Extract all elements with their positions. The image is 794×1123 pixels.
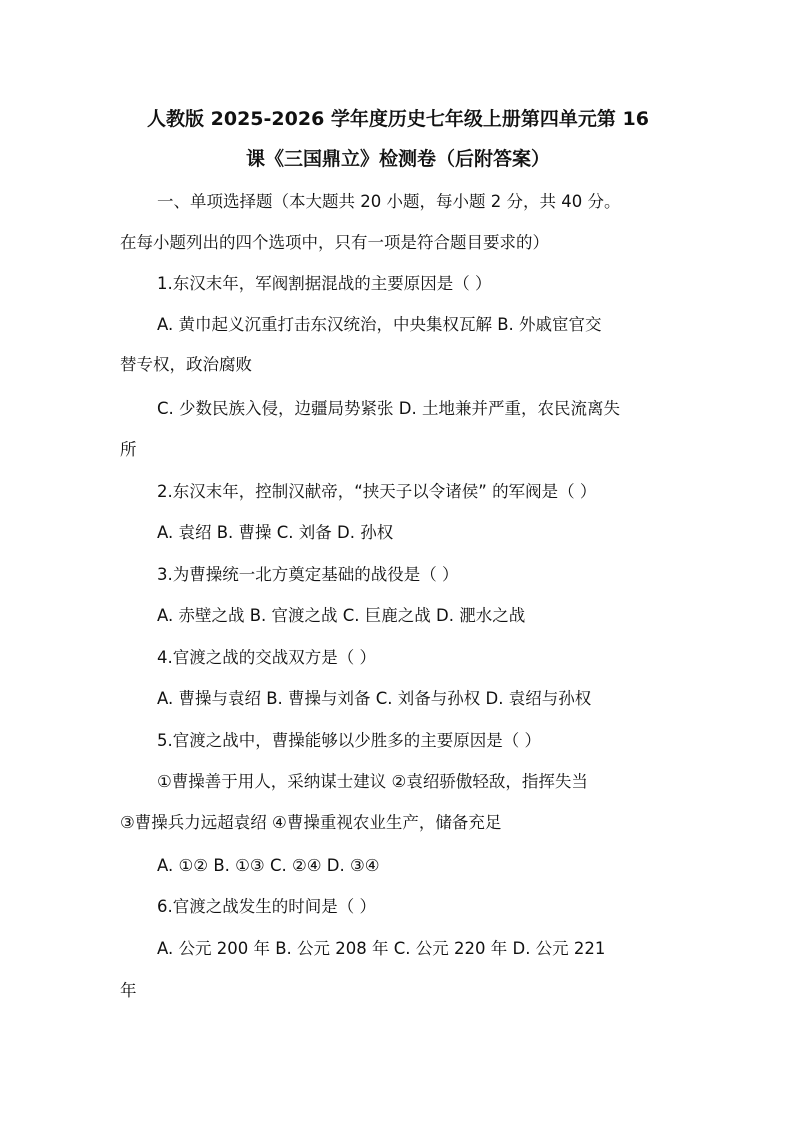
question-6-stem: 6.官渡之战发生的时间是（ ） xyxy=(157,897,376,916)
question-1-options-line-4: 所 xyxy=(120,440,137,459)
document-title-line-2: 课《三国鼎立》检测卷（后附答案） xyxy=(245,148,550,170)
question-1-options-line-2: 替专权，政治腐败 xyxy=(120,355,252,374)
question-5-options: A. ①② B. ①③ C. ②④ D. ③④ xyxy=(157,856,380,875)
question-2-options: A. 袁绍 B. 曹操 C. 刘备 D. 孙权 xyxy=(157,523,394,542)
question-5-stem: 5.官渡之战中，曹操能够以少胜多的主要原因是（ ） xyxy=(157,731,541,750)
question-6-options-line-1: A. 公元 200 年 B. 公元 208 年 C. 公元 220 年 D. 公元 221 xyxy=(157,939,606,958)
section-heading-line-1: 一、单项选择题（本大题共 20 小题，每小题 2 分，共 40 分。 xyxy=(157,192,621,211)
question-5-statements-line-1: ①曹操善于用人，采纳谋士建议 ②袁绍骄傲轻敌，指挥失当 xyxy=(157,772,588,791)
question-4-options: A. 曹操与袁绍 B. 曹操与刘备 C. 刘备与孙权 D. 袁绍与孙权 xyxy=(157,689,592,708)
question-1-options-line-1: A. 黄巾起义沉重打击东汉统治，中央集权瓦解 B. 外戚宦官交 xyxy=(157,315,602,334)
question-5-statements-line-2: ③曹操兵力远超袁绍 ④曹操重视农业生产，储备充足 xyxy=(120,813,502,832)
question-1-options-line-3: C. 少数民族入侵，边疆局势紧张 D. 土地兼并严重，农民流离失 xyxy=(157,399,620,418)
question-6-options-line-2: 年 xyxy=(120,981,137,1000)
question-4-stem: 4.官渡之战的交战双方是（ ） xyxy=(157,648,376,667)
question-3-options: A. 赤壁之战 B. 官渡之战 C. 巨鹿之战 D. 淝水之战 xyxy=(157,606,526,625)
question-2-stem: 2.东汉末年，控制汉献帝，“挟天子以令诸侯” 的军阀是（ ） xyxy=(157,482,597,501)
section-heading-line-2: 在每小题列出的四个选项中，只有一项是符合题目要求的） xyxy=(120,233,549,252)
question-3-stem: 3.为曹操统一北方奠定基础的战役是（ ） xyxy=(157,565,459,584)
document-title-line-1: 人教版 2025-2026 学年度历史七年级上册第四单元第 16 xyxy=(147,108,649,130)
question-1-stem: 1.东汉末年，军阀割据混战的主要原因是（ ） xyxy=(157,274,492,293)
